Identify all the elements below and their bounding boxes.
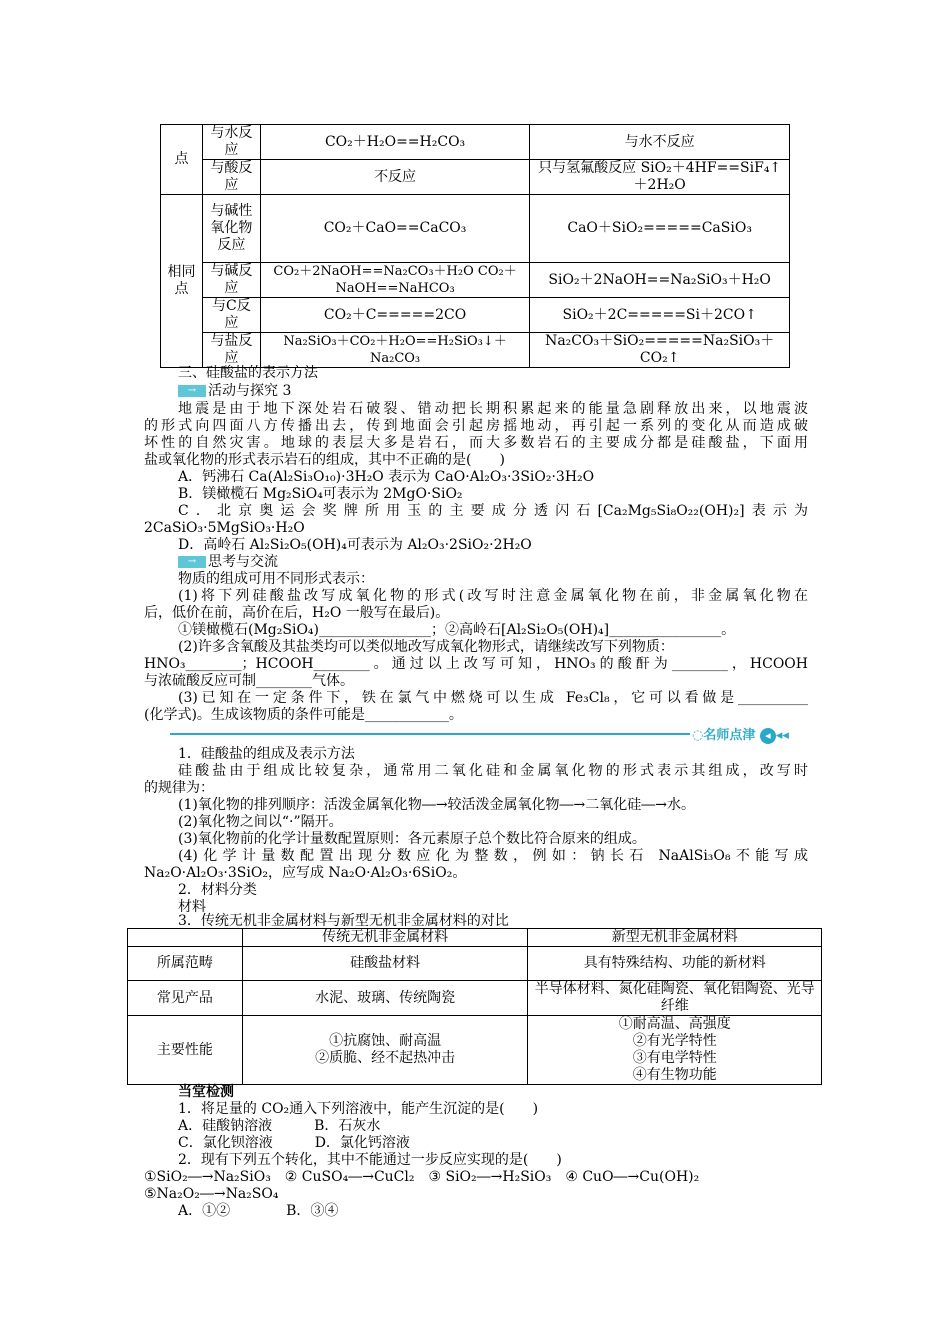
section-divider bbox=[170, 733, 690, 735]
table-header-cell bbox=[128, 929, 243, 947]
paragraph-line: 的形式向四面八方传播出去，传到地面会引起房摇地动，再引起一系列的变化从而造成破 bbox=[144, 418, 808, 434]
question-line: (3)已知在一定条件下，铁在氯气中燃烧可以生成 Fe₃Cl₈，它可以看做是__________ bbox=[178, 690, 808, 706]
arrow-icon: → bbox=[178, 556, 206, 568]
group-label-similarities: 相同点 bbox=[161, 195, 203, 368]
option-b: B．镁橄榄石 Mg₂SiO₄可表示为 2MgO·SiO₂ bbox=[178, 486, 463, 502]
tip-heading: 2．材料分类 bbox=[178, 882, 257, 898]
quiz-question: 1．将足量的 CO₂通入下列溶液中，能产生沉淀的是( ) bbox=[178, 1101, 539, 1117]
group-label-differences: 点 bbox=[161, 125, 203, 195]
quiz-options: A．硅酸钠溶液 B．石灰水 bbox=[178, 1118, 381, 1134]
table-cell: 只与氢氟酸反应 SiO₂＋4HF==SiF₄↑＋2H₂O bbox=[530, 160, 790, 195]
table-cell bbox=[242, 1016, 528, 1085]
option-a: A．钙沸石 Ca(Al₂Si₃O₁₀)·3H₂O 表示为 CaO·Al₂O₃·3SiO₂·3H₂O bbox=[178, 469, 595, 485]
table-cell: 水泥、玻璃、传统陶瓷 bbox=[242, 981, 528, 1016]
cell-line: ②有光学特性 bbox=[632, 1033, 717, 1049]
tips-banner: ◌名师点津 ◂ ◂◂ bbox=[692, 728, 789, 743]
paragraph-line: 后，低价在前，高价在后，H₂O 一般写在最后)。 bbox=[144, 605, 450, 621]
question-line: (化学式)。生成该物质的条件可能是____________。 bbox=[144, 707, 463, 723]
question-line: HNO₃________；HCOOH________。通过以上改写可知，HNO₃的酸酐为________，HCOOH bbox=[144, 656, 808, 672]
table-cell: CO₂＋CaO==CaCO₃ bbox=[260, 195, 530, 263]
tip-heading: 1．硅酸盐的组成及表示方法 bbox=[178, 746, 355, 762]
table-cell: 与盐反应 bbox=[202, 333, 260, 368]
quiz-options: A．①② B．③④ bbox=[178, 1203, 339, 1219]
question-line: 与浓硫酸反应可制________气体。 bbox=[144, 673, 354, 689]
table-header-cell: 传统无机非金属材料 bbox=[242, 929, 528, 947]
table-cell: SiO₂＋2NaOH==Na₂SiO₃＋H₂O bbox=[530, 263, 790, 298]
table-cell bbox=[528, 1016, 822, 1085]
paragraph-line: 硅酸盐由于组成比较复杂，通常用二氧化硅和金属氧化物的形式表示其组成，改写时 bbox=[178, 763, 808, 779]
table-cell: 与酸反应 bbox=[202, 160, 260, 195]
rule-line: (3)氧化物前的化学计量数配置原则：各元素原子总个数比符合原来的组成。 bbox=[178, 831, 646, 847]
co2-sio2-comparison-table bbox=[160, 124, 790, 368]
option-c: C．北京奥运会奖牌所用玉的主要成分透闪石[Ca₂Mg₅Si₈O₂₂(OH)₂]表示为 bbox=[178, 503, 808, 519]
badge-icon: ◂ bbox=[760, 728, 776, 744]
paragraph-line: (1)将下列硅酸盐改写成氧化物的形式(改写时注意金属氧化物在前，非金属氧化物在 bbox=[178, 588, 808, 604]
table-cell: 主要性能 bbox=[128, 1016, 243, 1085]
table-cell: Na₂CO₃＋SiO₂=====Na₂SiO₃＋CO₂↑ bbox=[530, 333, 790, 368]
cell-line: ①抗腐蚀、耐高温 bbox=[329, 1033, 442, 1049]
table-cell: 与C反应 bbox=[202, 298, 260, 333]
materials-comparison-table bbox=[127, 928, 822, 1085]
cell-line: ②质脆、经不起热冲击 bbox=[315, 1050, 456, 1066]
table-cell: CO₂＋2NaOH==Na₂CO₃＋H₂O CO₂＋NaOH==NaHCO₃ bbox=[260, 263, 530, 298]
rule-line: Na₂O·Al₂O₃·3SiO₂，应写成 Na₂O·Al₂O₃·6SiO₂。 bbox=[144, 865, 467, 881]
cell-line: ③有电学特性 bbox=[632, 1050, 717, 1066]
think-label: → 思考与交流 bbox=[178, 554, 842, 571]
paragraph-line: 物质的组成可用不同形式表示： bbox=[178, 571, 374, 587]
option-c-cont: 2CaSiO₃·5MgSiO₃·H₂O bbox=[144, 520, 305, 536]
table-cell: 具有特殊结构、功能的新材料 bbox=[528, 947, 822, 981]
table-cell: CO₂＋H₂O==H₂CO₃ bbox=[260, 125, 530, 160]
quiz-question: ①SiO₂―→Na₂SiO₃ ② CuSO₄―→CuCl₂ ③ SiO₂―→H₂SiO₃ ④ CuO―→Cu(OH)₂ bbox=[144, 1169, 700, 1185]
table-cell: CO₂＋C=====2CO bbox=[260, 298, 530, 333]
activity-label: → 活动与探究 3 bbox=[178, 383, 842, 400]
table-cell: 与水不反应 bbox=[530, 125, 790, 160]
quiz-question: ⑤Na₂O₂―→Na₂SO₄ bbox=[144, 1186, 279, 1202]
question-line: (2)许多含氧酸及其盐类均可以类似地改写成氧化物形式，请继续改写下列物质： bbox=[178, 639, 674, 655]
table-cell: SiO₂＋2C=====Si＋2CO↑ bbox=[530, 298, 790, 333]
table-cell: 半导体材料、氮化硅陶瓷、氧化铝陶瓷、光导纤维 bbox=[528, 981, 822, 1016]
option-d: D．高岭石 Al₂Si₂O₅(OH)₄可表示为 Al₂O₃·2SiO₂·2H₂O bbox=[178, 537, 532, 553]
section-heading: 三、硅酸盐的表示方法 bbox=[178, 365, 318, 381]
table-cell: CaO＋SiO₂=====CaSiO₃ bbox=[530, 195, 790, 263]
paragraph-line: 材料 bbox=[178, 899, 206, 915]
table-cell: 与碱性氧化物反应 bbox=[202, 195, 260, 263]
quiz-title: 当堂检测 bbox=[178, 1084, 234, 1100]
table-cell: 与碱反应 bbox=[202, 263, 260, 298]
paragraph-line: 地震是由于地下深处岩石破裂、错动把长期积累起来的能量急剧释放出来，以地震波 bbox=[178, 401, 808, 417]
cell-line: ④有生物功能 bbox=[632, 1067, 717, 1083]
paragraph-line: 盐或氧化物的形式表示岩石的组成，其中不正确的是( ) bbox=[144, 452, 505, 468]
quiz-options: C．氯化钡溶液 D．氯化钙溶液 bbox=[178, 1135, 410, 1151]
table-cell: 常见产品 bbox=[128, 981, 243, 1016]
table-header-cell: 新型无机非金属材料 bbox=[528, 929, 822, 947]
quiz-question: 2．现有下列五个转化，其中不能通过一步反应实现的是( ) bbox=[178, 1152, 562, 1168]
rule-line: (4)化学计量数配置出现分数应化为整数，例如：钠长石 NaAlSi₃O₈不能写成 bbox=[178, 848, 808, 864]
question-line: ①镁橄榄石(Mg₂SiO₄)________________；②高岭石[Al₂Si₂O₅(OH)₄]________________。 bbox=[178, 622, 736, 638]
table-cell: 与水反应 bbox=[202, 125, 260, 160]
cell-line: ①耐高温、高强度 bbox=[618, 1016, 731, 1032]
arrow-icon: → bbox=[178, 385, 206, 397]
rule-line: (2)氧化物之间以“·”隔开。 bbox=[178, 814, 343, 830]
paragraph-line: 坏性的自然灾害。地球的表层大多是岩石，而大多数岩石的主要成分都是硅酸盐，下面用 bbox=[144, 435, 808, 451]
table-cell: 硅酸盐材料 bbox=[242, 947, 528, 981]
table-cell: 所属范畴 bbox=[128, 947, 243, 981]
tip-heading: 3．传统无机非金属材料与新型无机非金属材料的对比 bbox=[178, 913, 509, 929]
rule-line: (1)氧化物的排列顺序：活泼金属氧化物―→较活泼金属氧化物―→二氧化硅―→水。 bbox=[178, 797, 696, 813]
paragraph-line: 的规律为： bbox=[144, 780, 214, 796]
table-cell: Na₂SiO₃＋CO₂＋H₂O==H₂SiO₃↓＋Na₂CO₃ bbox=[260, 333, 530, 368]
table-cell: 不反应 bbox=[260, 160, 530, 195]
